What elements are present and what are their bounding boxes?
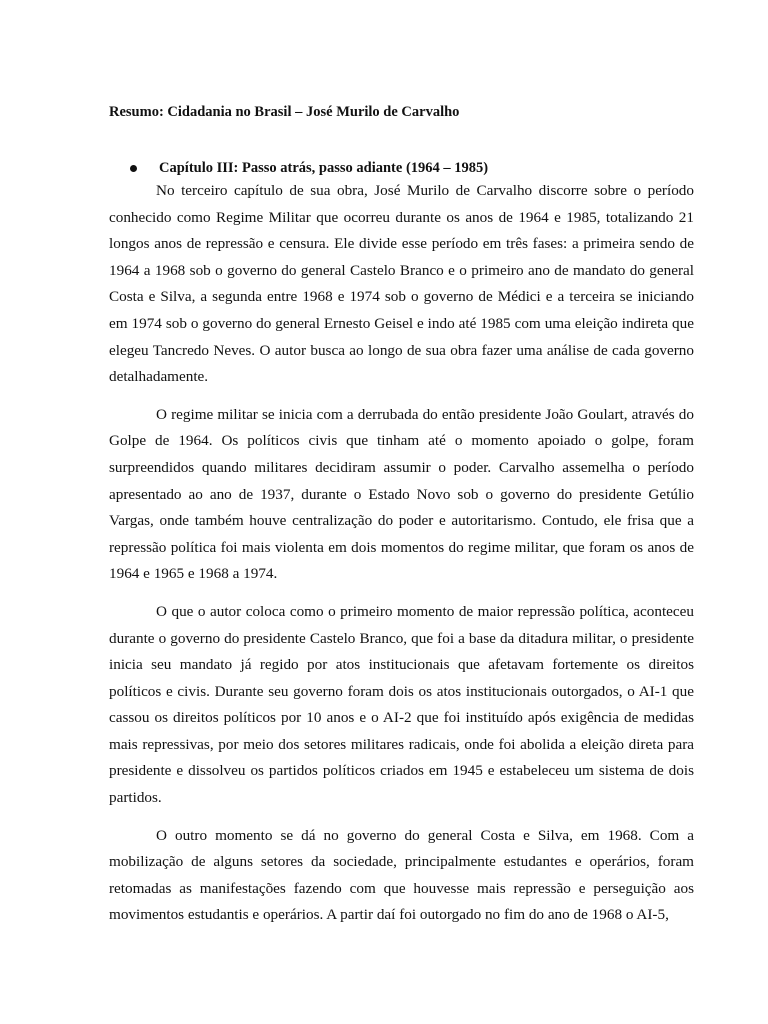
chapter-heading-text: Capítulo III: Passo atrás, passo adiante (1964 – 1985) [159, 160, 489, 176]
paragraph-1: No terceiro capítulo de sua obra, José Murilo de Carvalho discorre sobre o período conhecido como Regime Militar que ocorreu durante os anos de 1964 e 1985, totalizando 21 longos anos de repressão e censura. Ele divide esse período em três fases: a primeira sendo de 1964 a 1968 sob o governo do general Castelo Branco e o primeiro ano de mandato do general Costa e Silva, a segunda entre 1968 e 1974 sob o governo de Médici e a terceira se iniciando em 1974 sob o governo do general Ernesto Geisel e indo até 1985 com uma eleição indireta que elegeu Tancredo Neves. O autor busca ao longo de sua obra fazer uma análise de cada governo detalhadamente. [109, 182, 694, 386]
chapter-heading [109, 158, 694, 178]
bullet-icon [130, 165, 137, 172]
document-title: Resumo: Cidadania no Brasil – José Murilo de Carvalho [109, 104, 460, 120]
paragraph-4: O outro momento se dá no governo do general Costa e Silva, em 1968. Com a mobilização de alguns setores da sociedade, principalmente estudantes e operários, foram retomadas as manifestações fazendo com que houvesse mais repressão e perseguição aos movimentos estudantis e operários. A partir daí foi outorgado no fim do ano de 1968 o AI-5, [109, 826, 694, 924]
document-body [109, 178, 694, 929]
paragraph-2: O regime militar se inicia com a derrubada do então presidente João Goulart, através do Golpe de 1964. Os políticos civis que tinham até o momento apoiado o golpe, foram surpreendidos quando militares decidiram assumir o poder. Carvalho assemelha o período apresentado ao ano de 1937, durante o Estado Novo sob o governo do presidente Getúlio Vargas, onde também houve centralização do poder e autoritarismo. Contudo, ele frisa que a repressão política foi mais violenta em dois momentos do regime militar, que foram os anos de 1964 e 1965 e 1968 a 1974. [109, 405, 694, 583]
paragraph-3: O que o autor coloca como o primeiro momento de maior repressão política, aconteceu durante o governo do presidente Castelo Branco, que foi a base da ditadura militar, o presidente inicia seu mandato já regido por atos institucionais que afetavam fortemente os direitos políticos e civis. Durante seu governo foram dois os atos institucionais outorgados, o AI-1 que cassou os direitos políticos por 10 anos e o AI-2 que foi instituído após exigência de medidas mais repressivas, por meio dos setores militares radicais, onde foi abolida a eleição direta para presidente e dissolveu os partidos políticos criados em 1945 e estabeleceu um sistema de dois partidos. [109, 602, 694, 807]
